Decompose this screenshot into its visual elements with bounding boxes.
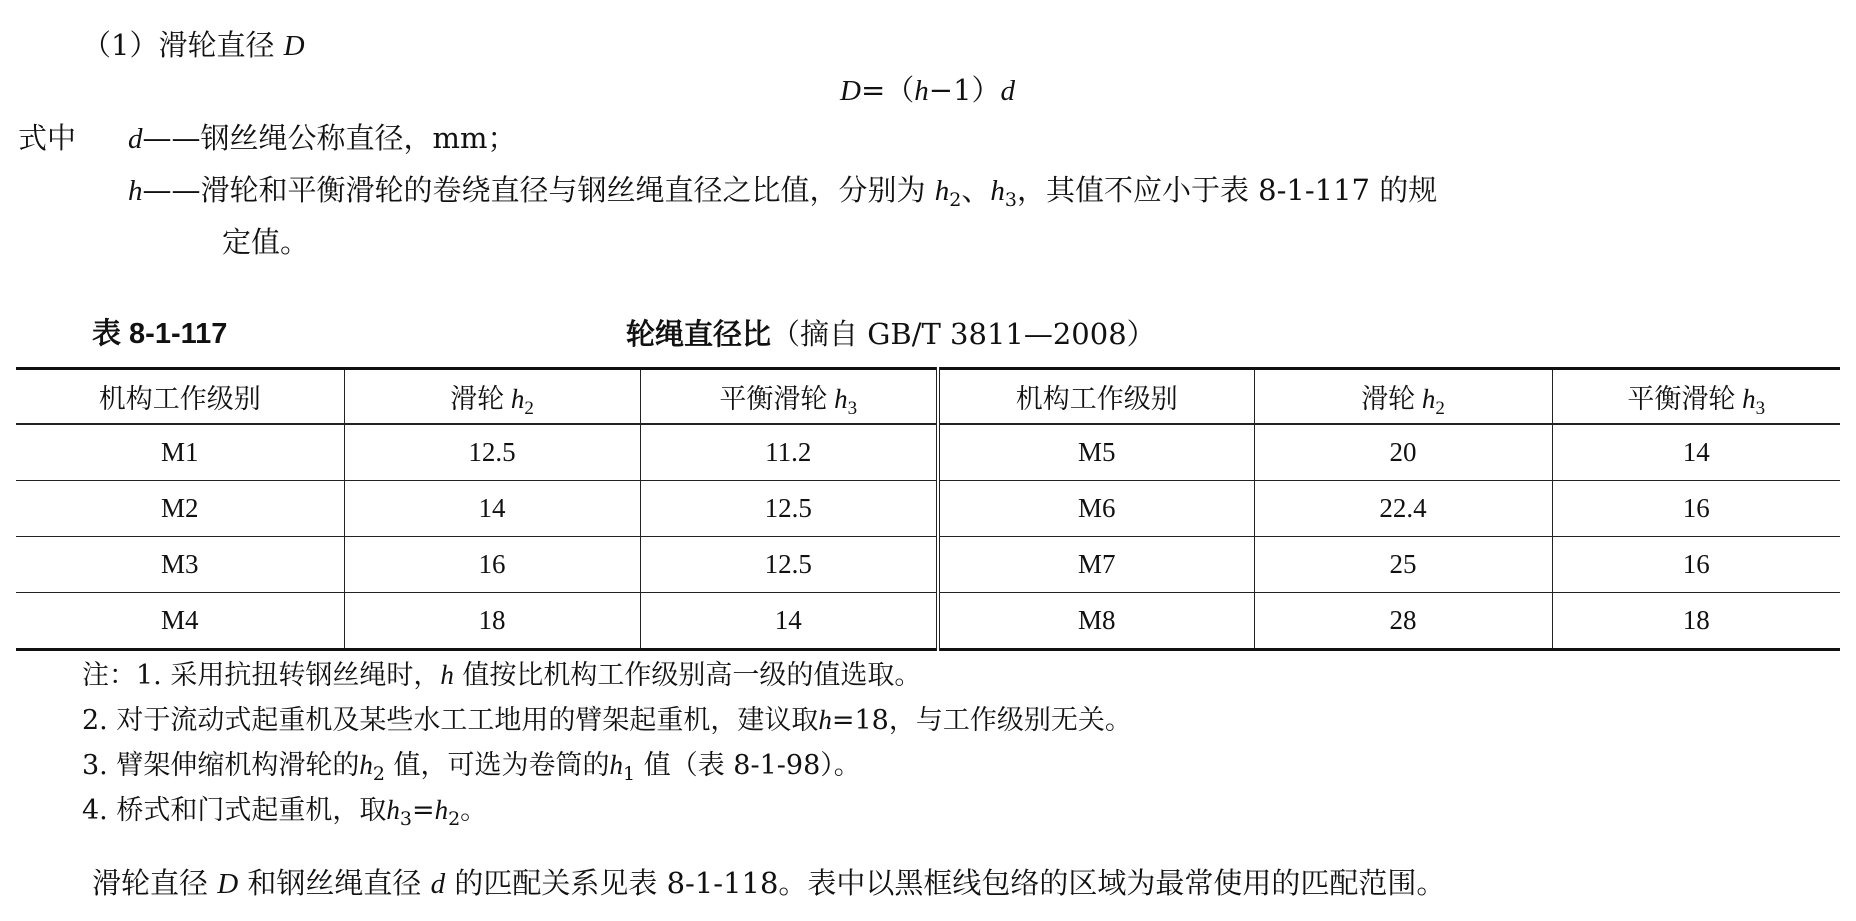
closing-paragraph: [92, 865, 1445, 902]
table-caption: [626, 316, 1156, 352]
formula-minus-one: −1）: [928, 73, 1001, 107]
cell-balance: 16: [1552, 481, 1840, 537]
cell-balance: 16: [1552, 537, 1840, 593]
note-2-h: h: [818, 705, 832, 735]
cell-balance: 18: [1552, 593, 1840, 650]
cell-pulley: 22.4: [1254, 481, 1552, 537]
header-pulley-h: h: [510, 384, 525, 414]
formula: [840, 72, 1015, 109]
note-4-eq: =: [411, 795, 435, 826]
definition-d: [128, 120, 517, 157]
note-1-a: 注：1. 采用抗扭转钢丝绳时，: [82, 660, 441, 691]
definition-h2: h: [934, 175, 950, 207]
definition-h-text-2: ，其值不应小于表 8-1-117 的规: [1016, 173, 1438, 207]
table-header-row: [16, 369, 1840, 425]
header-balance-right: [1552, 369, 1840, 425]
header-balance-sub: 3: [847, 398, 858, 419]
note-4-h3-sub: 3: [399, 808, 412, 830]
table-source: （摘自 GB/T 3811—2008）: [771, 317, 1156, 351]
cell-balance: 12.5: [640, 481, 938, 537]
ratio-table: [16, 367, 1840, 651]
note-1-h: h: [440, 660, 454, 690]
header-balance-label: 平衡滑轮: [719, 384, 828, 414]
cell-balance: 12.5: [640, 537, 938, 593]
note-2-b: =18，与工作级别无关。: [831, 705, 1132, 736]
note-3-c: 值（表 8-1-98）。: [635, 750, 861, 781]
cell-pulley: 12.5: [344, 424, 640, 481]
note-2: [82, 703, 1132, 738]
definition-intro: 式中: [18, 121, 77, 155]
note-4-a: 4. 桥式和门式起重机，取: [82, 795, 387, 826]
cell-balance: 14: [640, 593, 938, 650]
definition-sep: 、: [961, 173, 991, 207]
section-label: （1）滑轮直径: [82, 28, 275, 62]
header-pulley-h: h: [1421, 384, 1436, 414]
formula-lhs: D: [840, 75, 861, 107]
cell-level: M4: [160, 605, 199, 635]
definition-h2-sub: 2: [949, 189, 962, 211]
cell-level: M8: [938, 593, 1254, 650]
header-pulley-label: 滑轮: [1361, 384, 1416, 414]
cell-level: M2: [16, 481, 344, 537]
note-4-h3: h: [386, 795, 400, 825]
cell-pulley: 16: [344, 537, 640, 593]
note-2-a: 2. 对于流动式起重机及某些水工工地用的臂架起重机，建议取: [82, 705, 819, 736]
note-3-b: 值，可选为卷筒的: [384, 750, 610, 781]
formula-h: h: [914, 75, 929, 107]
header-pulley-left: [344, 369, 640, 425]
definition-h-var: h: [128, 175, 143, 207]
section-var: D: [283, 30, 305, 62]
note-3-a: 3. 臂架伸缩机构滑轮的: [82, 750, 360, 781]
formula-d: d: [1000, 75, 1016, 107]
closing-c: 的匹配关系见表 8-1-118。表中以黑框线包络的区域为最常使用的匹配范围。: [454, 866, 1446, 900]
note-3: [82, 748, 861, 783]
note-3-h1: h: [609, 750, 624, 780]
definition-h3-sub: 3: [1004, 189, 1017, 211]
definition-h-continued: 定值。: [222, 225, 310, 259]
note-1: [82, 658, 921, 693]
note-3-h2-sub: 2: [372, 763, 385, 785]
header-pulley-label: 滑轮: [450, 384, 505, 414]
note-1-b: 值按比机构工作级别高一级的值选取。: [453, 660, 922, 691]
table-row: [16, 593, 1840, 650]
cell-pulley: 28: [1254, 593, 1552, 650]
header-pulley-sub: 2: [1435, 398, 1445, 419]
cell-pulley: 25: [1254, 537, 1552, 593]
cell-pulley: 18: [344, 593, 640, 650]
cell-pulley: 14: [344, 481, 640, 537]
note-3-h2: h: [359, 750, 373, 780]
header-level-left: 机构工作级别: [16, 369, 344, 425]
definition-h-text-1: ——滑轮和平衡滑轮的卷绕直径与钢丝绳直径之比值，分别为: [142, 173, 926, 207]
header-level-right: 机构工作级别: [938, 369, 1254, 425]
table-row: [16, 424, 1840, 481]
cell-level: M7: [938, 537, 1254, 593]
note-4-h2: h: [434, 795, 449, 825]
header-balance-sub: 3: [1755, 398, 1766, 419]
note-3-h1-sub: 1: [623, 763, 636, 785]
definition-h: [128, 172, 1437, 209]
header-balance-left: [640, 369, 938, 425]
header-balance-h: h: [834, 384, 848, 414]
cell-balance: 14: [1552, 424, 1840, 481]
note-4-h2-sub: 2: [448, 808, 461, 830]
table-row: [16, 481, 1840, 537]
formula-eq: =（: [860, 73, 915, 107]
closing-a: 滑轮直径: [92, 866, 209, 900]
definition-d-var: d: [128, 123, 143, 155]
note-4-end: 。: [460, 795, 488, 826]
table-title: 轮绳直径比: [626, 317, 772, 351]
header-pulley-right: [1254, 369, 1552, 425]
cell-level: M6: [938, 481, 1254, 537]
cell-level: M1: [16, 424, 344, 481]
section-heading: [82, 27, 305, 64]
closing-b: 和钢丝绳直径: [247, 866, 422, 900]
closing-D: D: [217, 868, 239, 900]
cell-level: M5: [938, 424, 1254, 481]
cell-pulley: 20: [1254, 424, 1552, 481]
definition-h3: h: [990, 175, 1005, 207]
definition-d-text: ——钢丝绳公称直径，mm；: [142, 121, 517, 155]
cell-balance: 11.2: [640, 424, 938, 481]
header-balance-label: 平衡滑轮: [1627, 384, 1736, 414]
table-number: 表 8-1-117: [92, 318, 228, 350]
cell-level: M3: [16, 537, 344, 593]
header-balance-h: h: [1742, 384, 1756, 414]
table-row: [16, 537, 1840, 593]
note-4: [82, 793, 487, 828]
closing-d: d: [430, 868, 446, 900]
header-pulley-sub: 2: [524, 398, 534, 419]
